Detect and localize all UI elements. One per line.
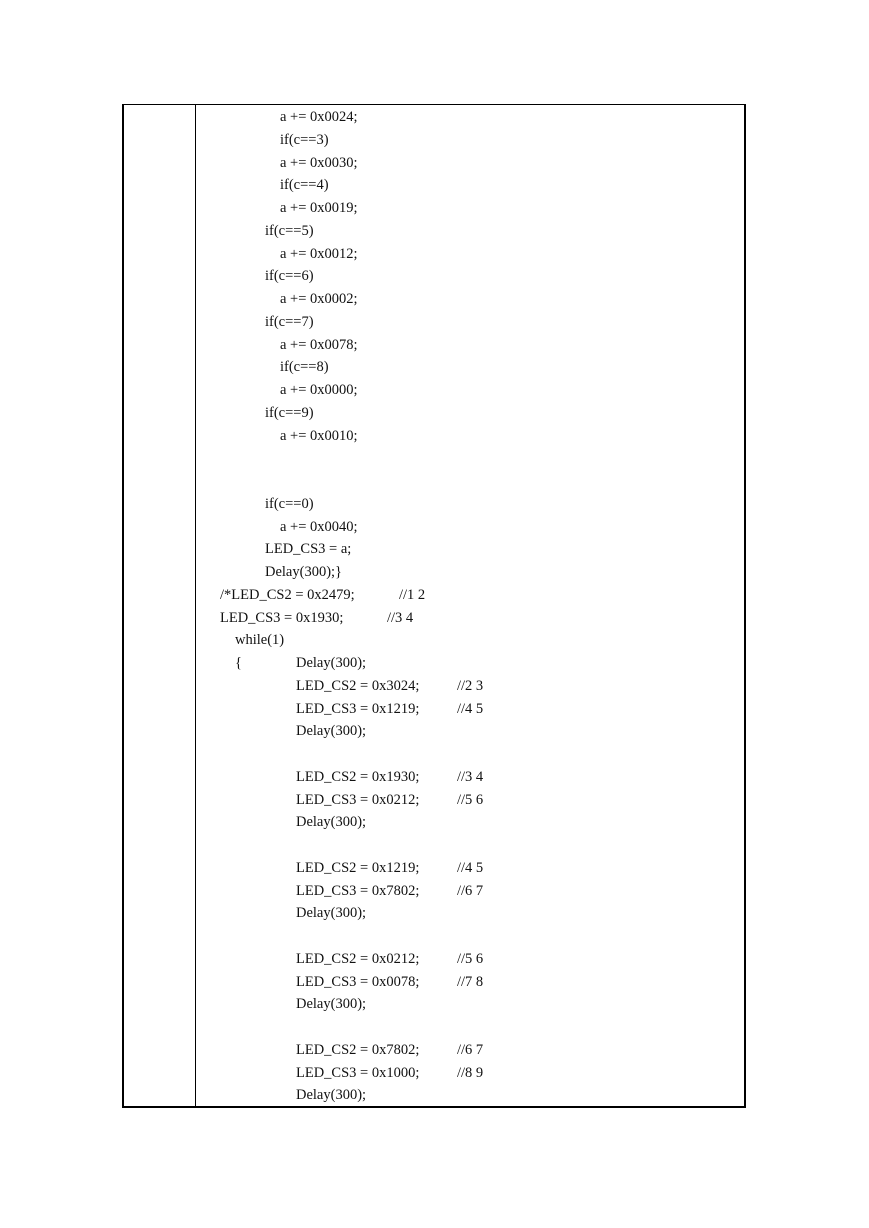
code-statement: LED_CS2 = 0x3024; (296, 678, 420, 694)
code-comment: //1 2 (399, 587, 426, 603)
code-line (0, 108, 869, 126)
code-statement: a += 0x0024; (280, 109, 358, 125)
code-statement: Delay(300); (296, 814, 367, 830)
code-statement: a += 0x0010; (280, 428, 358, 444)
code-line (0, 677, 869, 695)
code-line (0, 336, 869, 354)
code-statement: LED_CS3 = 0x7802; (296, 883, 420, 899)
code-comment: //3 4 (387, 610, 414, 626)
code-statement: if(c==3) (280, 132, 329, 148)
code-line (0, 245, 869, 263)
code-line (0, 609, 869, 627)
code-line (0, 154, 869, 172)
code-statement: LED_CS2 = 0x1930; (296, 769, 420, 785)
code-comment: //6 7 (457, 883, 484, 899)
code-comment: //5 6 (457, 792, 484, 808)
code-line (0, 813, 869, 831)
code-line (0, 131, 869, 149)
code-line (0, 904, 869, 922)
code-line (0, 404, 869, 422)
code-comment: //4 5 (457, 701, 484, 717)
code-statement: Delay(300); (296, 1087, 367, 1103)
code-line (0, 791, 869, 809)
code-comment: //8 9 (457, 1065, 484, 1081)
code-line (0, 563, 869, 581)
code-statement: LED_CS2 = 0x1219; (296, 860, 420, 876)
code-statement: a += 0x0078; (280, 337, 358, 353)
code-comment: Delay(300); (296, 655, 367, 671)
code-statement: a += 0x0019; (280, 200, 358, 216)
code-statement: Delay(300); (296, 905, 367, 921)
code-line (0, 586, 869, 604)
code-line (0, 222, 869, 240)
code-statement: a += 0x0040; (280, 519, 358, 535)
code-line (0, 518, 869, 536)
code-line (0, 700, 869, 718)
code-statement: if(c==9) (265, 405, 314, 421)
code-statement: LED_CS3 = 0x0212; (296, 792, 420, 808)
code-statement: LED_CS3 = 0x1000; (296, 1065, 420, 1081)
code-statement: a += 0x0012; (280, 246, 358, 262)
code-line (0, 631, 869, 649)
code-statement: Delay(300); (296, 996, 367, 1012)
code-line (0, 358, 869, 376)
code-line (0, 199, 869, 217)
code-comment: //7 8 (457, 974, 484, 990)
code-line (0, 381, 869, 399)
code-statement: a += 0x0000; (280, 382, 358, 398)
code-statement: if(c==8) (280, 359, 329, 375)
code-line (0, 950, 869, 968)
code-line (0, 495, 869, 513)
code-line (0, 1086, 869, 1104)
code-statement: LED_CS3 = 0x1930; (220, 610, 344, 626)
code-statement: if(c==0) (265, 496, 314, 512)
code-statement: if(c==4) (280, 177, 329, 193)
code-line (0, 1064, 869, 1082)
code-line (0, 722, 869, 740)
code-line (0, 1041, 869, 1059)
code-statement: Delay(300); (296, 723, 367, 739)
code-line (0, 859, 869, 877)
code-statement: LED_CS3 = 0x1219; (296, 701, 420, 717)
code-comment: //4 5 (457, 860, 484, 876)
code-line (0, 267, 869, 285)
code-statement: LED_CS2 = 0x0212; (296, 951, 420, 967)
code-line (0, 176, 869, 194)
code-statement: Delay(300);} (265, 564, 343, 580)
code-line (0, 290, 869, 308)
code-line (0, 882, 869, 900)
code-line (0, 427, 869, 445)
code-statement: /*LED_CS2 = 0x2479; (220, 587, 355, 603)
code-line (0, 768, 869, 786)
code-statement: while(1) (235, 632, 285, 648)
code-statement: a += 0x0030; (280, 155, 358, 171)
code-line (0, 973, 869, 991)
code-statement: if(c==7) (265, 314, 314, 330)
code-line (0, 540, 869, 558)
code-statement: LED_CS2 = 0x7802; (296, 1042, 420, 1058)
code-comment: //2 3 (457, 678, 484, 694)
code-comment: //6 7 (457, 1042, 484, 1058)
code-line (0, 313, 869, 331)
code-statement: a += 0x0002; (280, 291, 358, 307)
code-statement: { (235, 655, 242, 671)
code-statement: LED_CS3 = 0x0078; (296, 974, 420, 990)
code-statement: if(c==5) (265, 223, 314, 239)
code-line (0, 654, 869, 672)
code-comment: //3 4 (457, 769, 484, 785)
code-line (0, 995, 869, 1013)
code-statement: if(c==6) (265, 268, 314, 284)
code-statement: LED_CS3 = a; (265, 541, 352, 557)
code-comment: //5 6 (457, 951, 484, 967)
